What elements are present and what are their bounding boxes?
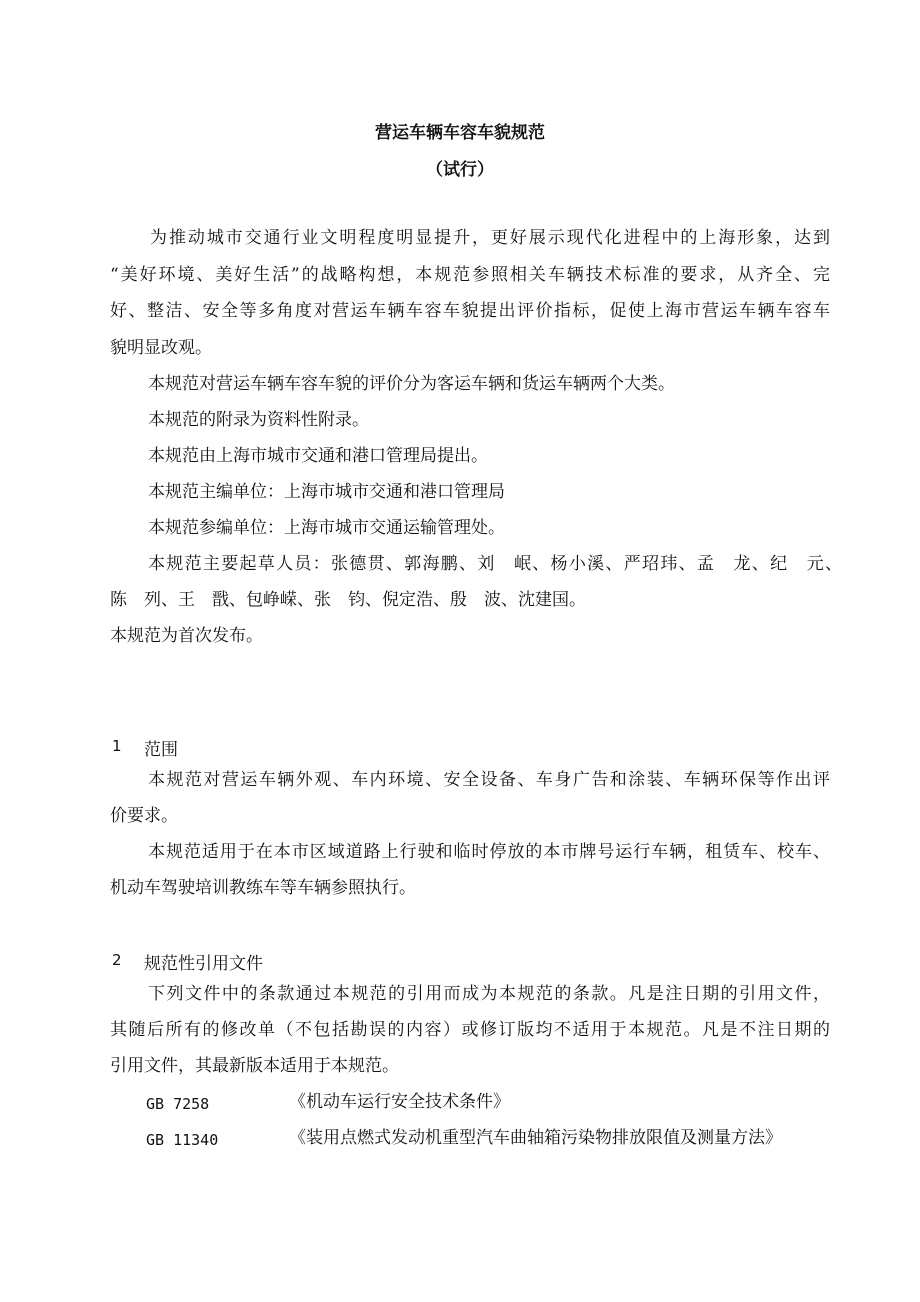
document-subtitle: （试行）: [426, 160, 494, 180]
section-1-p1-line-1: 本规范对营运车辆外观、车内环境、安全设备、车身广告和涂装、车辆环保等作出评: [148, 770, 830, 790]
intro-p8: 本规范为首次发布。: [110, 626, 263, 646]
section-1-p2-line-1: 本规范适用于在本市区域道路上行驶和临时停放的本市牌号运行车辆，租赁车、校车、: [148, 842, 830, 862]
section-2-p1-line-1: 下列文件中的条款通过本规范的引用而成为本规范的条款。凡是注日期的引用文件，: [148, 984, 830, 1004]
reference-code: GB 7258: [146, 1095, 210, 1113]
section-1-title: 范围: [144, 740, 178, 760]
intro-p7-line-2: 陈 列、王 戬、包峥嵘、张 钧、倪定浩、殷 波、沈建国。: [110, 590, 586, 610]
intro-p3: 本规范的附录为资料性附录。: [148, 410, 369, 430]
intro-p2: 本规范对营运车辆车容车貌的评价分为客运车辆和货运车辆两个大类。: [148, 374, 675, 394]
intro-p7-line-1: 本规范主要起草人员：张德贯、郭海鹏、刘 岷、杨小溪、严玿玮、孟 龙、纪 元、: [148, 554, 842, 574]
section-2-title: 规范性引用文件: [144, 954, 263, 974]
section-2-number: 2: [112, 951, 122, 969]
reference-title: 《装用点燃式发动机重型汽车曲轴箱污染物排放限值及测量方法》: [289, 1128, 782, 1148]
intro-p1-line-1: 为推动城市交通行业文明程度明显提升，更好展示现代化进程中的上海形象，达到: [150, 228, 830, 248]
intro-p1-line-4: 貌明显改观。: [110, 338, 212, 358]
reference-title: 《机动车运行安全技术条件》: [289, 1092, 510, 1112]
reference-code: GB 11340: [146, 1131, 219, 1149]
section-2-p1-line-3: 引用文件，其最新版本适用于本规范。: [110, 1056, 399, 1076]
intro-p6: 本规范参编单位：上海市城市交通运输管理处。: [148, 518, 505, 538]
section-1-number: 1: [112, 737, 122, 755]
section-1-p1-line-2: 价要求。: [110, 806, 178, 826]
section-1-p2-line-2: 机动车驾驶培训教练车等车辆参照执行。: [110, 878, 416, 898]
intro-p4: 本规范由上海市城市交通和港口管理局提出。: [148, 446, 488, 466]
intro-p5: 本规范主编单位：上海市城市交通和港口管理局: [148, 482, 505, 502]
section-2-p1-line-2: 其随后所有的修改单（不包括勘误的内容）或修订版均不适用于本规范。凡是不注日期的: [110, 1020, 830, 1040]
intro-p1-line-3: 好、整洁、安全等多角度对营运车辆车容车貌提出评价指标，促使上海市营运车辆车容车: [110, 301, 830, 321]
document-title: 营运车辆车容车貌规范: [375, 123, 545, 143]
intro-p1-line-2: “美好环境、美好生活”的战略构想，本规范参照相关车辆技术标准的要求，从齐全、完: [110, 265, 830, 285]
